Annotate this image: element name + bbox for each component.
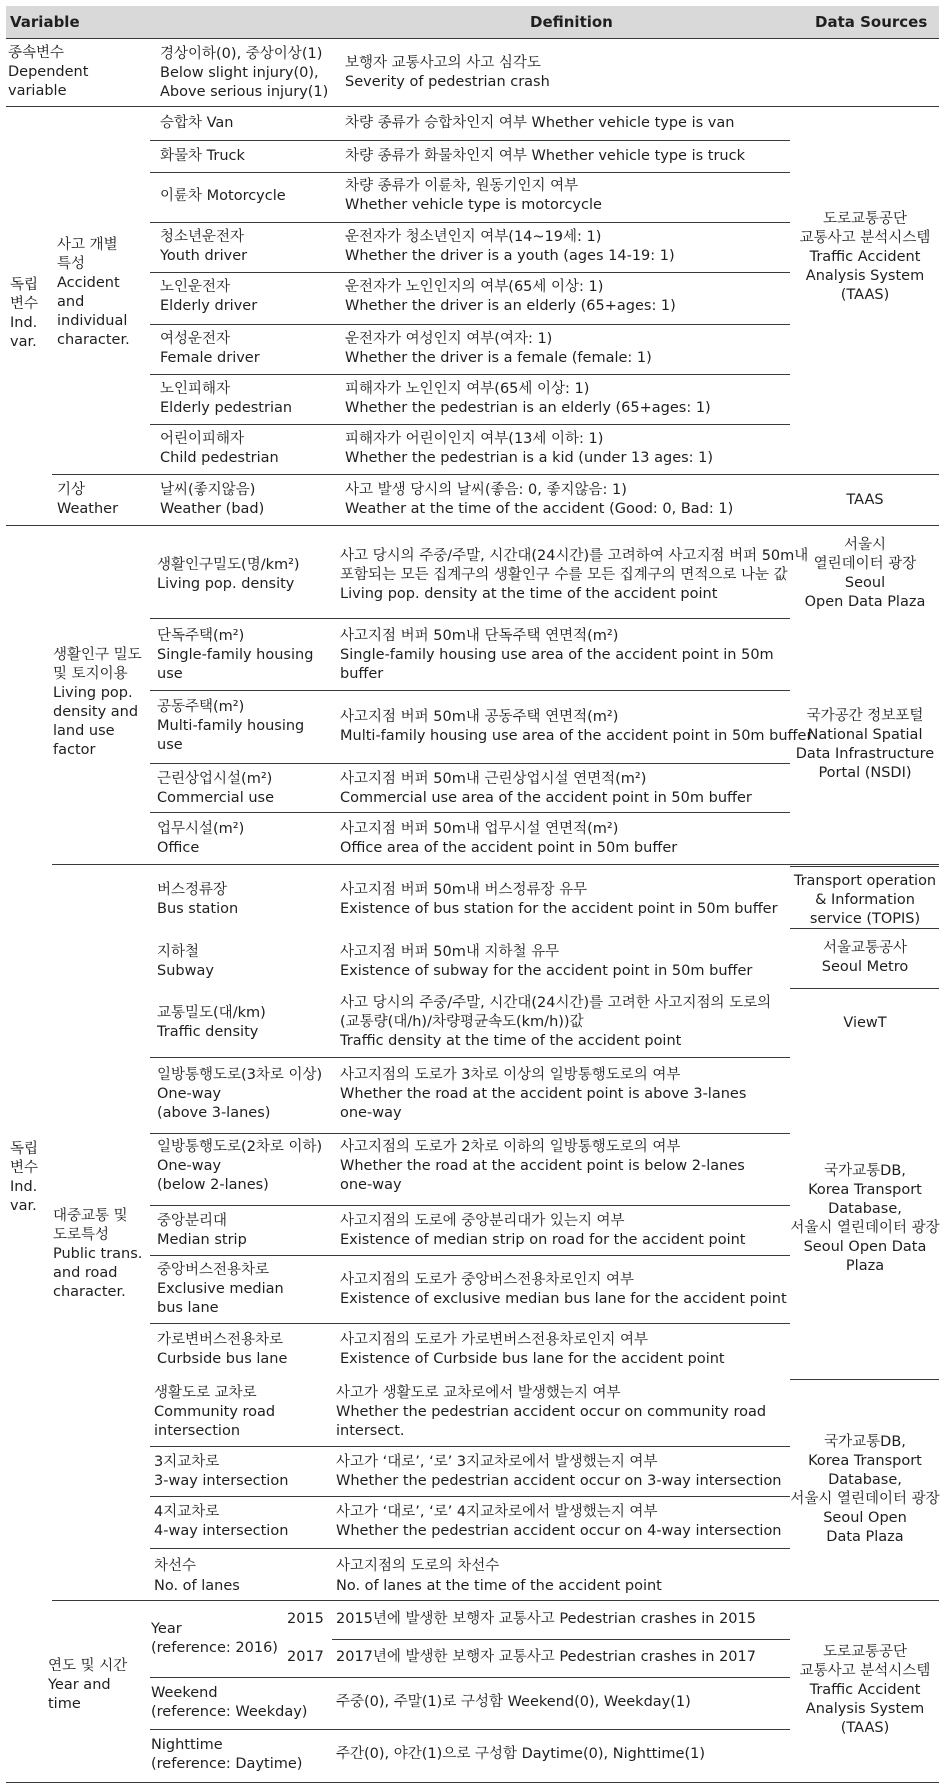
rule — [150, 424, 790, 425]
rule — [150, 1133, 790, 1134]
definition: 운전자가 청소년인지 여부(14~19세: 1) Whether the driver is a youth (ages 14-19: 1) — [345, 229, 675, 264]
data-source: 도로교통공단 교통사고 분석시스템 Traffic Accident Analysis System (TAAS) — [799, 1644, 931, 1736]
definition: 피해자가 어린이인지 여부(13세 이하: 1) Whether the pedestrian is a kid (under 13 ages: 1) — [345, 431, 714, 466]
rule — [150, 1323, 790, 1324]
variable-name: 일방통행도로(3차로 이상) One-way (above 3-lanes) — [157, 1067, 323, 1121]
definition: 사고 발생 당시의 날씨(좋음: 0, 좋지않음: 1) Weather at the time of the accident (Good: 0, Bad: 1) — [345, 482, 734, 517]
variable-name: 업무시설(m²) Office — [157, 821, 245, 856]
definition: 사고지점의 도로가 가로변버스전용차로인지 여부 Existence of Curbside bus lane for the accident point — [340, 1332, 725, 1367]
definition: 사고지점의 도로에 중앙분리대가 있는지 여부 Existence of median strip on road for the accident point — [340, 1213, 746, 1248]
definition: 2015년에 발생한 보행자 교통사고 Pedestrian crashes in 2015 — [336, 1611, 756, 1627]
definition: 사고지점 버퍼 50m내 지하철 유무 Existence of subway for the accident point in 50m buffer — [340, 944, 753, 979]
variable-name: 날씨(좋지않음) Weather (bad) — [160, 482, 265, 517]
variable-name: 교통밀도(대/km) Traffic density — [157, 1005, 266, 1040]
rule — [150, 618, 790, 619]
rule — [150, 1057, 790, 1058]
rule — [150, 140, 790, 141]
rule — [6, 1782, 939, 1783]
rule — [6, 106, 939, 107]
rule — [52, 1600, 939, 1601]
rule — [150, 1677, 790, 1678]
rule — [150, 763, 790, 764]
definition: 보행자 교통사고의 사고 심각도 Severity of pedestrian crash — [345, 55, 550, 90]
definition: 사고지점의 도로가 중앙버스전용차로인지 여부 Existence of exclusive median bus lane for the accident point — [340, 1272, 787, 1307]
data-source: 서울교통공사 Seoul Metro — [821, 940, 909, 975]
variable-name: 지하철 Subway — [157, 944, 214, 979]
definition: 사고 당시의 주중/주말, 시간대(24시간)를 고려하여 사고지점 버퍼 50m내 포함되는 모든 집계구의 생활인구 수를 모든 집계구의 면적으로 나눈 값 Living pop. density at the time of the accident point — [340, 548, 809, 602]
definition: 사고지점 버퍼 50m내 버스정류장 유무 Existence of bus station for the accident point in 50m buffer — [340, 882, 778, 917]
variable-name: 버스정류장 Bus station — [157, 882, 239, 917]
variable-name: 어린이피해자 Child pedestrian — [160, 431, 279, 466]
rule — [150, 690, 790, 691]
header-variable: Variable — [10, 13, 80, 31]
variable-name: Nighttime (reference: Daytime) — [151, 1737, 303, 1772]
rule — [150, 1205, 790, 1206]
rule — [790, 866, 939, 867]
group-public-trans-road: 대중교통 및 도로특성 Public trans. and road character. — [53, 1208, 143, 1300]
variable-name: 근린상업시설(m²) Commercial use — [157, 771, 274, 806]
rule — [150, 1548, 790, 1549]
definition: 사고 당시의 주중/주말, 시간대(24시간)를 고려한 사고지점의 도로의 (교통량(대/h)/차량평균속도(km/h))값 Traffic density at the time of the accident point — [340, 995, 772, 1049]
rule — [150, 1496, 790, 1497]
data-source: 국가공간 정보포털 National Spatial Data Infrastructure Portal (NSDI) — [795, 708, 935, 781]
variable-name: 이륜차 Motorcycle — [160, 188, 286, 204]
header-data-sources: Data Sources — [815, 13, 928, 31]
definition: 사고지점의 도로가 2차로 이하의 일방통행도로의 여부 Whether the road at the accident point is below 2-lanes one-way — [340, 1139, 745, 1193]
definition: 주중(0), 주말(1)로 구성함 Weekend(0), Weekday(1) — [336, 1694, 691, 1710]
variable-name: 경상이하(0), 중상이상(1) Below slight injury(0), Above serious injury(1) — [160, 46, 329, 100]
rule — [332, 1639, 790, 1640]
variable-name: 단독주택(m²) Single-family housing use — [157, 628, 314, 682]
variable-name: 중앙분리대 Median strip — [157, 1213, 247, 1248]
rule — [150, 324, 790, 325]
table-header — [6, 6, 939, 38]
rule — [150, 1729, 790, 1730]
group-weather: 기상 Weather — [57, 482, 119, 517]
data-source: ViewT — [843, 1015, 887, 1031]
rule — [790, 1379, 939, 1380]
variable-name: 가로변버스전용차로 Curbside bus lane — [157, 1332, 288, 1367]
definition: 사고가 ‘대로’, ‘로’ 4지교차로에서 발생했는지 여부 Whether the pedestrian accident occur on 4-way intersection — [336, 1504, 782, 1539]
group-accident-character: 사고 개별 특성 Accident and individual character. — [57, 237, 130, 348]
group-year-and-time: 연도 및 시간 Year and time — [48, 1658, 128, 1712]
variable-name: 승합차 Van — [160, 115, 234, 131]
variable-name: 노인운전자 Elderly driver — [160, 279, 258, 314]
definition: 사고지점의 도로가 3차로 이상의 일방통행도로의 여부 Whether the road at the accident point is above 3-lanes one-way — [340, 1067, 747, 1121]
definition: 사고지점 버퍼 50m내 업무시설 연면적(m²) Office area of the accident point in 50m buffer — [340, 821, 678, 856]
definition: 피해자가 노인인지 여부(65세 이상: 1) Whether the pedestrian is an elderly (65+ages: 1) — [345, 381, 711, 416]
rule — [150, 272, 790, 273]
variable-name: 중앙버스전용차로 Exclusive median bus lane — [157, 1262, 284, 1316]
data-source: 서울시 열린데이터 광장 Seoul Open Data Plaza — [804, 537, 926, 610]
header-definition: Definition — [530, 13, 613, 31]
definition: 사고가 ‘대로’, ‘로’ 3지교차로에서 발생했는지 여부 Whether the pedestrian accident occur on 3-way intersection — [336, 1454, 782, 1489]
group-dependent-variable: 종속변수 Dependent variable — [8, 45, 89, 99]
group-independent-variable: 독립 변수 Ind. var. — [10, 1141, 39, 1214]
rule — [6, 38, 939, 39]
variable-name: Year (reference: 2016) — [151, 1621, 278, 1656]
definition: 사고지점의 도로의 차선수 No. of lanes at the time of the accident point — [336, 1558, 662, 1594]
variable-name: 노인피해자 Elderly pedestrian — [160, 381, 293, 416]
variable-name: 3지교차로 3-way intersection — [154, 1454, 289, 1489]
rule — [150, 374, 790, 375]
definition: 사고지점 버퍼 50m내 공동주택 연면적(m²) Multi-family housing use area of the accident point in 50m buffer — [340, 709, 813, 744]
data-source: TAAS — [846, 492, 884, 508]
definition: 운전자가 노인인지의 여부(65세 이상: 1) Whether the driver is an elderly (65+ages: 1) — [345, 279, 676, 314]
definition: 주간(0), 야간(1)으로 구성함 Daytime(0), Nighttime(1) — [336, 1746, 705, 1762]
variable-name: 화물차 Truck — [160, 148, 245, 164]
rule — [6, 525, 939, 526]
data-source: 국가교통DB, Korea Transport Database, 서울시 열린데이터 광장 Seoul Open Data Plaza — [790, 1163, 940, 1274]
group-living-pop-land-use: 생활인구 밀도 및 토지이용 Living pop. density and land use factor — [53, 647, 142, 758]
definition: 차량 종류가 화물차인지 여부 Whether vehicle type is truck — [345, 148, 745, 164]
definition: 운전자가 여성인지 여부(여자: 1) Whether the driver is a female (female: 1) — [345, 331, 652, 366]
rule — [150, 1255, 790, 1256]
rule — [150, 172, 790, 173]
group-independent-variable: 독립 변수 Ind. var. — [10, 277, 39, 350]
definition: 사고가 생활도로 교차로에서 발생했는지 여부 Whether the pedestrian accident occur on community road intersect. — [336, 1385, 767, 1439]
definition: 사고지점 버퍼 50m내 단독주택 연면적(m²) Single-family housing use area of the accident point in 50m buffer — [340, 628, 774, 682]
rule — [52, 864, 939, 865]
year-2015-label: 2015 — [287, 1611, 324, 1627]
variable-name: 여성운전자 Female driver — [160, 331, 260, 366]
data-source: 도로교통공단 교통사고 분석시스템 Traffic Accident Analysis System (TAAS) — [799, 211, 931, 303]
definition: 사고지점 버퍼 50m내 근린상업시설 연면적(m²) Commercial use area of the accident point in 50m buffer — [340, 771, 752, 806]
definition: 차량 종류가 승합차인지 여부 Whether vehicle type is van — [345, 115, 735, 131]
rule — [790, 988, 939, 989]
variable-name: 일방통행도로(2차로 이하) One-way (below 2-lanes) — [157, 1139, 323, 1193]
variable-name: 생활도로 교차로 Community road intersection — [154, 1385, 276, 1439]
rule — [150, 1446, 790, 1447]
definition: 2017년에 발생한 보행자 교통사고 Pedestrian crashes in 2017 — [336, 1649, 756, 1665]
rule — [150, 222, 790, 223]
year-2017-label: 2017 — [287, 1649, 324, 1665]
data-source: Transport operation & Information service (TOPIS) — [793, 873, 937, 927]
variable-name: 공동주택(m²) Multi-family housing use — [157, 699, 305, 753]
variable-name: Weekend (reference: Weekday) — [151, 1685, 308, 1720]
variable-name: 차선수 No. of lanes — [154, 1558, 240, 1594]
data-source: 국가교통DB, Korea Transport Database, 서울시 열린데이터 광장 Seoul Open Data Plaza — [790, 1434, 940, 1545]
variable-name: 4지교차로 4-way intersection — [154, 1504, 289, 1539]
definition: 차량 종류가 이륜차, 원동기인지 여부 Whether vehicle type is motorcycle — [345, 178, 602, 213]
rule — [52, 474, 939, 475]
rule — [150, 812, 790, 813]
variable-name: 생활인구밀도(명/km²) Living pop. density — [157, 557, 300, 592]
variable-name: 청소년운전자 Youth driver — [160, 229, 248, 264]
